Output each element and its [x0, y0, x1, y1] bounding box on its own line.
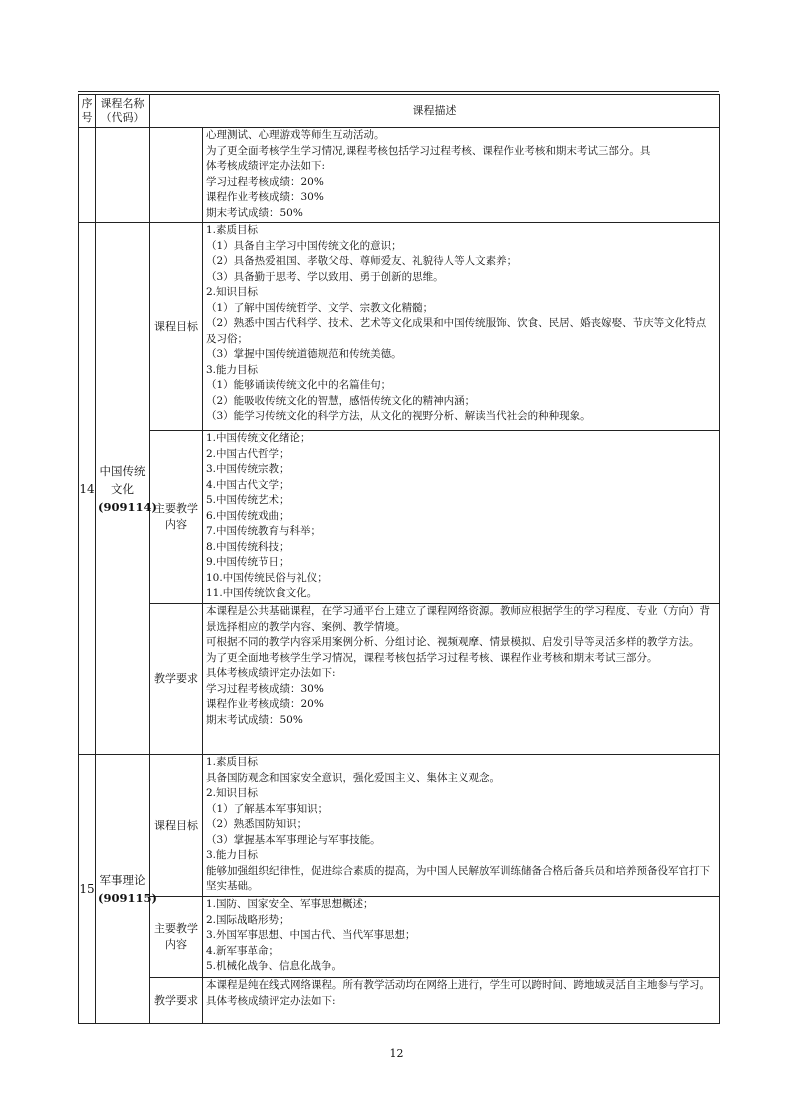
text-line: 7.中国传统教育与科举； — [206, 525, 322, 537]
text-line: 课程作业考核成绩：30% — [206, 191, 324, 203]
text-line: 能够加强组织纪律性，促进综合素质的提高，为中国人民解放军训练储备合格后备兵员和培养预备役军官打下坚实基础。 — [206, 864, 710, 892]
text-line: （3）能学习传统文化的科学方法，从文化的视野分析、解读当代社会的种种现象。 — [206, 410, 591, 422]
course-15-code: (909115) — [98, 891, 157, 905]
text-line: 本课程是纯在线式网络课程。所有教学活动均在网络上进行，学生可以跨时间、跨地域灵活自主地参与学习。 — [206, 979, 710, 991]
text-line: 课程作业考核成绩：20% — [206, 698, 324, 710]
text-line: （2）熟悉国防知识； — [206, 818, 308, 830]
text-line: 8.中国传统科技； — [206, 540, 290, 553]
header-course-name: 课程名称（代码） — [96, 95, 150, 128]
text-line: 期末考试成绩：50% — [206, 713, 303, 726]
page-number: 12 — [389, 1047, 404, 1060]
course-15-name-cell — [96, 755, 157, 1024]
course-15-content-label: 主要教学内容 — [150, 897, 203, 978]
text-line: 10.中国传统民俗与礼仪； — [206, 571, 328, 584]
text-line: 11.中国传统饮食文化。 — [206, 587, 318, 599]
text-line: 1.素质目标 — [206, 224, 259, 236]
text-line: 为了更全面地考核学生学习情况，课程考核包括学习过程考核、课程作业考核和期末考试三部分。 — [206, 651, 658, 664]
course-15-goals-label: 课程目标 — [150, 755, 203, 897]
text-line: 具体考核成绩评定办法如下: — [206, 994, 336, 1007]
course-15-content — [203, 897, 720, 978]
text-line: （2）熟悉中国古代科学、技术、艺术等文化成果和中国传统服饰、饮食、民居、婚丧嫁娶、节庆等文化特点及习俗； — [206, 317, 707, 345]
text-line: 5.中国传统艺术； — [206, 494, 290, 506]
text-line: （2）具备热爱祖国、孝敬父母、尊师爱友、礼貌待人等人文素养； — [206, 255, 518, 267]
text-line: 1.中国传统文化绪论； — [206, 432, 311, 444]
text-line: （3）具备勤于思考、学以致用、勇于创新的思维。 — [206, 270, 444, 283]
text-line: （1）能够诵读传统文化中的名篇佳句； — [206, 379, 392, 391]
course-15-goals — [203, 755, 720, 897]
text-line: 3.中国传统宗教； — [206, 463, 290, 475]
course-table — [78, 94, 720, 1024]
text-line: 6.中国传统戏曲； — [206, 509, 290, 522]
text-line: （3）掌握基本军事理论与军事技能。 — [206, 833, 381, 846]
text-line: 学习过程考核成绩：30% — [206, 682, 324, 695]
course-14-goals-row — [79, 223, 720, 431]
text-line: 4.中国古代文学； — [206, 478, 290, 491]
text-line: 具备国防观念和国家安全意识，强化爱国主义、集体主义观念。 — [206, 771, 500, 784]
course-14-req — [203, 604, 720, 755]
course-14-goals — [203, 223, 720, 431]
text-line: 5.机械化战争、信息化战争。 — [206, 960, 343, 972]
text-line: 9.中国传统节日； — [206, 556, 290, 568]
text-line: 为了更全面考核学生学习情况,课程考核包括学习过程考核、课程作业考核和期末考试三部分。具 — [206, 144, 651, 157]
course-15-content-row — [79, 897, 720, 978]
text-line: （1）了解中国传统哲学、文学、宗教文化精髓； — [206, 301, 434, 314]
text-line: 3.能力目标 — [206, 363, 259, 376]
course-14-req-row — [79, 604, 720, 755]
text-line: 心理测试、心理游戏等师生互动活动。 — [206, 129, 385, 141]
text-line: 2.国际战略形势； — [206, 913, 290, 926]
text-line: 4.新军事革命； — [206, 944, 280, 957]
text-line: 1.国防、国家安全、军事思想概述； — [206, 898, 374, 910]
course-15-req-row — [79, 978, 720, 1024]
text-line: （3）掌握中国传统道德规范和传统美德。 — [206, 348, 402, 360]
text-line: （1）具备自主学习中国传统文化的意识； — [206, 239, 402, 252]
text-line: 本课程是公共基础课程，在学习通平台上建立了课程网络资源。教师应根据学生的学习程度、专业（方向）背景选择相应的教学内容、案例、教学情境。 — [206, 605, 710, 633]
course-14-name-cell — [96, 223, 157, 755]
text-line: （1）了解基本军事知识； — [206, 802, 329, 815]
course-14-code: (909114) — [98, 499, 157, 514]
text-line: 2.知识目标 — [206, 787, 259, 799]
table-header-row — [79, 95, 720, 128]
course-14-goals-label: 课程目标 — [150, 223, 203, 431]
text-line: 1.素质目标 — [206, 756, 259, 768]
text-line: 3.外国军事思想、中国古代、当代军事思想； — [206, 929, 416, 941]
course-14-content-label: 主要教学内容 — [150, 431, 203, 604]
text-line: 2.中国古代哲学； — [206, 447, 290, 460]
continued-row — [79, 128, 720, 223]
text-line: 可根据不同的教学内容采用案例分析、分组讨论、视频观摩、情景模拟、启发引导等灵活多样的教学方法。 — [206, 636, 700, 648]
course-14-content-row — [79, 431, 720, 604]
course-15-name: 军事理论 — [99, 873, 146, 887]
header-rule — [78, 91, 719, 92]
text-line: 具体考核成绩评定办法如下: — [206, 667, 336, 679]
course-15-goals-row — [79, 755, 720, 897]
course-14-req-label: 教学要求 — [150, 604, 203, 755]
text-line: 学习过程考核成绩：20% — [206, 175, 324, 188]
course-14-content — [203, 431, 720, 604]
header-description: 课程描述 — [150, 95, 720, 128]
course-14-seq: 14 — [79, 223, 96, 755]
continued-description — [203, 128, 720, 223]
course-15-req-label: 教学要求 — [150, 978, 203, 1024]
text-line: 2.知识目标 — [206, 286, 259, 298]
text-line: （2）能吸收传统文化的智慧，感悟传统文化的精神内涵； — [206, 394, 476, 407]
text-line: 体考核成绩评定办法如下: — [206, 160, 326, 172]
header-seq: 序号 — [79, 95, 96, 128]
course-15-seq: 15 — [79, 755, 96, 1024]
course-15-req — [203, 978, 720, 1024]
text-line: 期末考试成绩：50% — [206, 206, 303, 219]
course-14-name: 中国传统文化 — [99, 463, 146, 496]
text-line: 3.能力目标 — [206, 849, 259, 861]
